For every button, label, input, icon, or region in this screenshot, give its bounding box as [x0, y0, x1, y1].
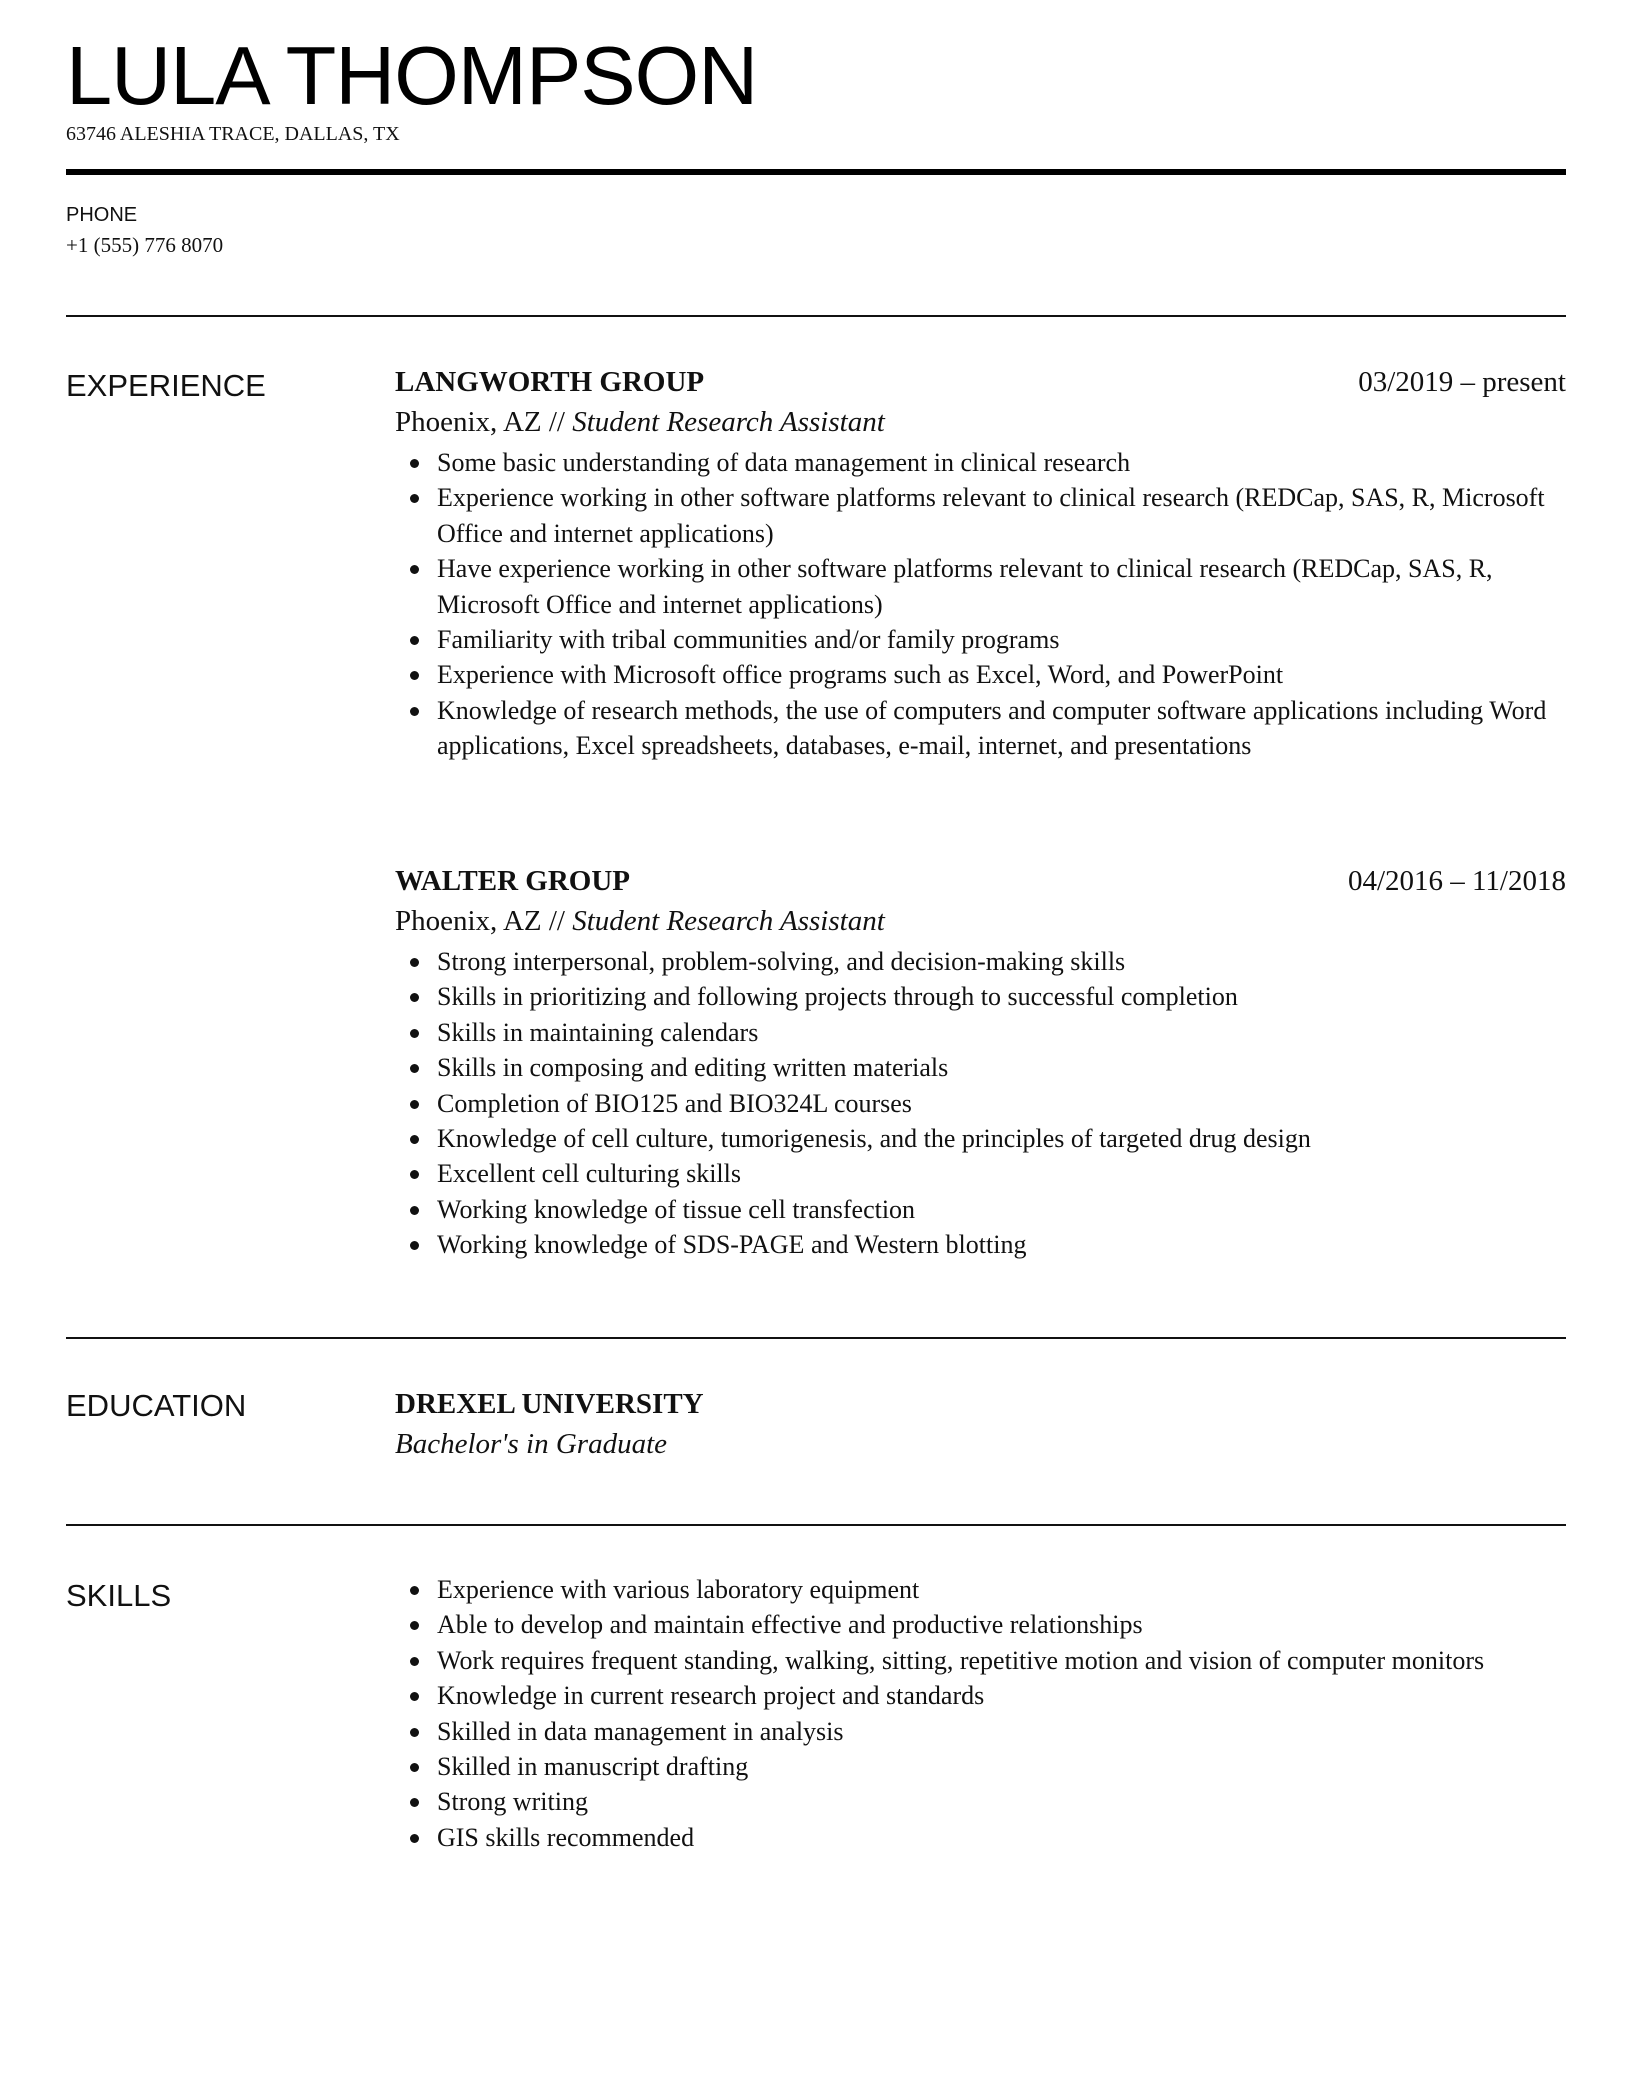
experience-heading: EXPERIENCE — [66, 368, 266, 403]
list-item: Have experience working in other software platforms relevant to clinical research (REDCap, SAS, R, Microsoft Office and internet applications) — [437, 551, 1566, 622]
job-location-line — [395, 402, 1566, 442]
list-item: Knowledge in current research project and standards — [437, 1678, 1566, 1713]
list-item: GIS skills recommended — [437, 1820, 1566, 1855]
job-location: Phoenix, AZ // — [395, 406, 573, 438]
job-title: Student Research Assistant — [572, 406, 885, 438]
list-item: Completion of BIO125 and BIO324L courses — [437, 1086, 1566, 1121]
list-item: Skilled in data management in analysis — [437, 1714, 1566, 1749]
skills-heading: SKILLS — [66, 1578, 172, 1613]
education-heading: EDUCATION — [66, 1388, 247, 1423]
skills-list — [395, 1572, 1566, 1855]
job-entry-walter — [395, 861, 1566, 1263]
section-divider — [66, 1524, 1566, 1526]
list-item: Skills in prioritizing and following projects through to successful completion — [437, 979, 1566, 1014]
education-school: DREXEL UNIVERSITY — [395, 1388, 704, 1420]
candidate-address: 63746 ALESHIA TRACE, DALLAS, TX — [66, 123, 400, 145]
list-item: Skills in maintaining calendars — [437, 1015, 1566, 1050]
job-entry-langworth — [395, 362, 1566, 764]
list-item: Skills in composing and editing written materials — [437, 1050, 1566, 1085]
job-location: Phoenix, AZ // — [395, 905, 573, 937]
list-item: Able to develop and maintain effective and productive relationships — [437, 1607, 1566, 1642]
phone-label: PHONE — [66, 204, 138, 226]
list-item: Familiarity with tribal communities and/or family programs — [437, 622, 1566, 657]
job-company: WALTER GROUP — [395, 865, 631, 897]
list-item: Work requires frequent standing, walking, sitting, repetitive motion and vision of computer monitors — [437, 1643, 1566, 1678]
education-degree: Bachelor's in Graduate — [395, 1428, 668, 1460]
job-dates: 04/2016 – 11/2018 — [1347, 865, 1566, 897]
education-entry — [395, 1384, 1566, 1464]
job-bullets — [395, 944, 1566, 1263]
list-item: Skilled in manuscript drafting — [437, 1749, 1566, 1784]
list-item: Strong writing — [437, 1784, 1566, 1819]
job-company: LANGWORTH GROUP — [395, 366, 705, 398]
phone-number: +1 (555) 776 8070 — [66, 233, 224, 257]
job-bullets — [395, 445, 1566, 764]
list-item: Experience with various laboratory equipment — [437, 1572, 1566, 1607]
section-divider — [66, 315, 1566, 317]
job-location-line — [395, 901, 1566, 941]
list-item: Excellent cell culturing skills — [437, 1156, 1566, 1191]
list-item: Some basic understanding of data management in clinical research — [437, 445, 1566, 480]
candidate-name: LULA THOMPSON — [66, 29, 758, 122]
list-item: Strong interpersonal, problem-solving, and decision-making skills — [437, 944, 1566, 979]
header-divider — [66, 169, 1566, 175]
skills-entry — [395, 1572, 1566, 1855]
job-dates: 03/2019 – present — [1358, 366, 1566, 398]
list-item: Knowledge of research methods, the use of computers and computer software applications including Word applications, Excel spreadsheets, databases, e-mail, internet, and presentations — [437, 693, 1566, 764]
job-title: Student Research Assistant — [572, 905, 885, 937]
list-item: Knowledge of cell culture, tumorigenesis, and the principles of targeted drug design — [437, 1121, 1566, 1156]
list-item: Working knowledge of SDS-PAGE and Western blotting — [437, 1227, 1566, 1262]
list-item: Experience with Microsoft office programs such as Excel, Word, and PowerPoint — [437, 657, 1566, 692]
list-item: Experience working in other software platforms relevant to clinical research (REDCap, SAS, R, Microsoft Office and internet applications) — [437, 480, 1566, 551]
list-item: Working knowledge of tissue cell transfection — [437, 1192, 1566, 1227]
section-divider — [66, 1337, 1566, 1339]
